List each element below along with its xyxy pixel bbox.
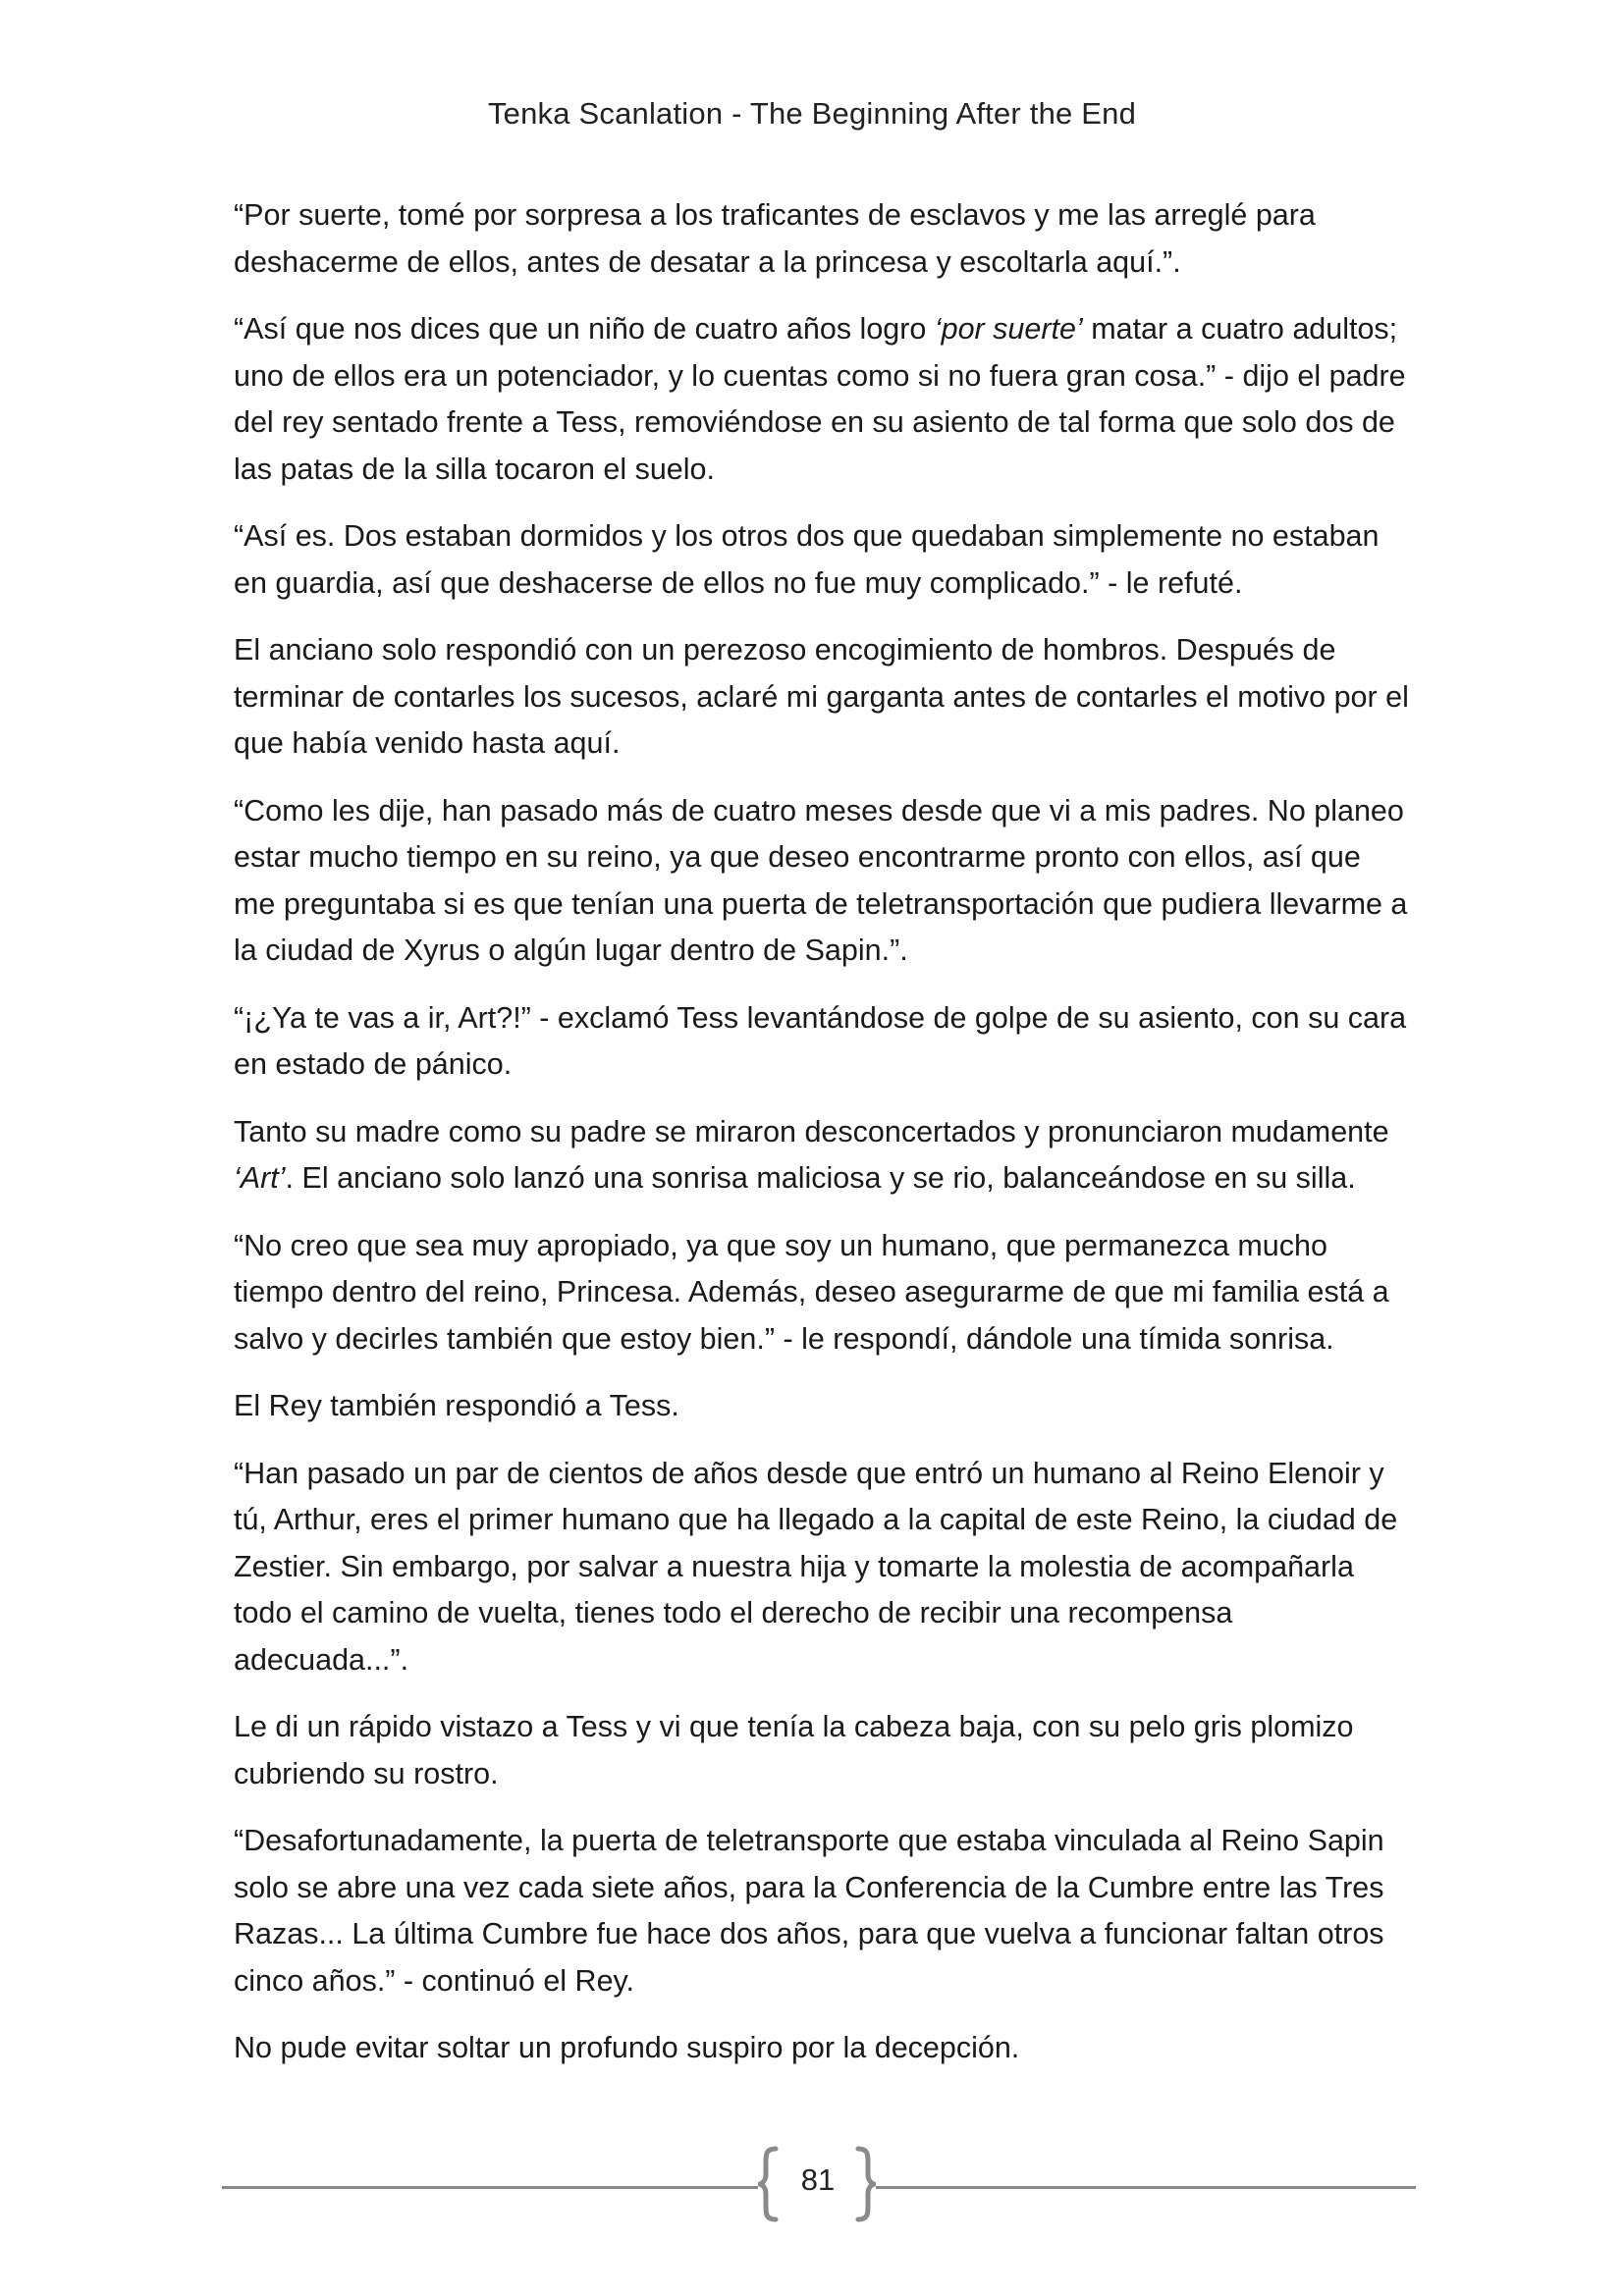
paragraph — [234, 513, 1410, 607]
paragraph-text: matar a cuatro adultos; uno de ellos era un potenciador, y lo cuentas como si no fuera gran cosa.” - dijo el padre del rey sentado frente a Tess, removiéndose en su asiento de tal forma que solo dos de las patas de la silla tocaron el suelo. — [234, 312, 1406, 486]
page-header: Tenka Scanlation - The Beginning After the End — [487, 96, 1137, 131]
paragraph — [234, 306, 1410, 493]
italic-text: ‘Art’ — [234, 1161, 286, 1195]
paragraph-text: Tanto su madre como su padre se miraron desconcertados y pronunciaron mudamente — [234, 1114, 1389, 1148]
paragraph-text: “Así es. Dos estaban dormidos y los otros dos que quedaban simplemente no estaban en guardia, así que deshacerse de ellos no fue muy complicado.” - le refuté. — [234, 519, 1380, 600]
paragraph-text: “Han pasado un par de cientos de años desde que entró un humano al Reino Elenoir y tú, Arthur, eres el primer humano que ha llegado a la capital de este Reino, la ciudad de Zestier. Sin embargo, por salvar a nuestra hija y tomarte la molestia de acompañarla todo el camino de vuelta, tienes todo el derecho de recibir una recompensa adecuada...”. — [234, 1456, 1398, 1677]
paragraph — [234, 192, 1410, 286]
paragraph-text: “Por suerte, tomé por sorpresa a los traficantes de esclavos y me las arreglé para deshacerme de ellos, antes de desatar a la princesa y escoltarla aquí.”. — [234, 198, 1316, 279]
footer-rule-left — [222, 2186, 758, 2189]
paragraph-text: “Como les dije, han pasado más de cuatro meses desde que vi a mis padres. No planeo estar mucho tiempo en su reino, ya que deseo encontrarme pronto con ellos, así que me preguntaba si es que tenían una puerta de teletransportación que pudiera llevarme a la ciudad de Xyrus o algún lugar dentro de Sapin.”. — [234, 793, 1408, 967]
paragraph — [234, 1223, 1410, 1363]
page-number: 81 — [800, 2163, 836, 2197]
paragraph — [234, 1704, 1410, 1797]
paragraph-text: “Desafortunadamente, la puerta de teletransporte que estaba vinculada al Reino Sapin solo se abre una vez cada siete años, para la Conferencia de la Cumbre entre las Tres Razas... La última Cumbre fue hace dos años, para que vuelva a funcionar faltan otros cinco años.” - continuó el Rey. — [234, 1824, 1384, 1998]
paragraph-text: El anciano solo respondió con un perezoso encogimiento de hombros. Después de terminar de contarles los sucesos, aclaré mi garganta antes de contarles el motivo por el que había venido hasta aquí. — [234, 633, 1409, 760]
paragraph — [234, 627, 1410, 768]
paragraph — [234, 1818, 1410, 2004]
paragraph-text: El Rey también respondió a Tess. — [234, 1389, 679, 1422]
page-footer — [0, 2145, 1624, 2223]
paragraph — [234, 1109, 1410, 1202]
paragraph — [234, 788, 1410, 975]
paragraph-text: . El anciano solo lanzó una sonrisa maliciosa y se rio, balanceándose en su silla. — [285, 1161, 1356, 1195]
paragraph-text: No pude evitar soltar un profundo suspiro por la decepción. — [234, 2031, 1020, 2064]
paragraph-text: “No creo que sea muy apropiado, ya que soy un humano, que permanezca mucho tiempo dentro del reino, Princesa. Además, deseo asegurarme de que mi familia está a salvo y decirles también que estoy bien.” - le respondí, dándole una tímida sonrisa. — [234, 1228, 1389, 1356]
paragraph — [234, 995, 1410, 1089]
body-text — [234, 192, 1410, 2093]
italic-text: ‘por suerte’ — [934, 312, 1083, 346]
paragraph-text: Le di un rápido vistazo a Tess y vi que tenía la cabeza baja, con su pelo gris plomizo cubriendo su rostro. — [234, 1710, 1354, 1790]
paragraph — [234, 1383, 1410, 1430]
paragraph-text: “¡¿Ya te vas a ir, Art?!” - exclamó Tess levantándose de golpe de su asiento, con su cara en estado de pánico. — [234, 1000, 1407, 1081]
paragraph — [234, 1451, 1410, 1684]
paragraph-text: “Así que nos dices que un niño de cuatro años logro — [234, 312, 935, 346]
footer-rule-right — [876, 2186, 1416, 2189]
paragraph — [234, 2025, 1410, 2072]
right-bracket-icon — [852, 2145, 876, 2223]
